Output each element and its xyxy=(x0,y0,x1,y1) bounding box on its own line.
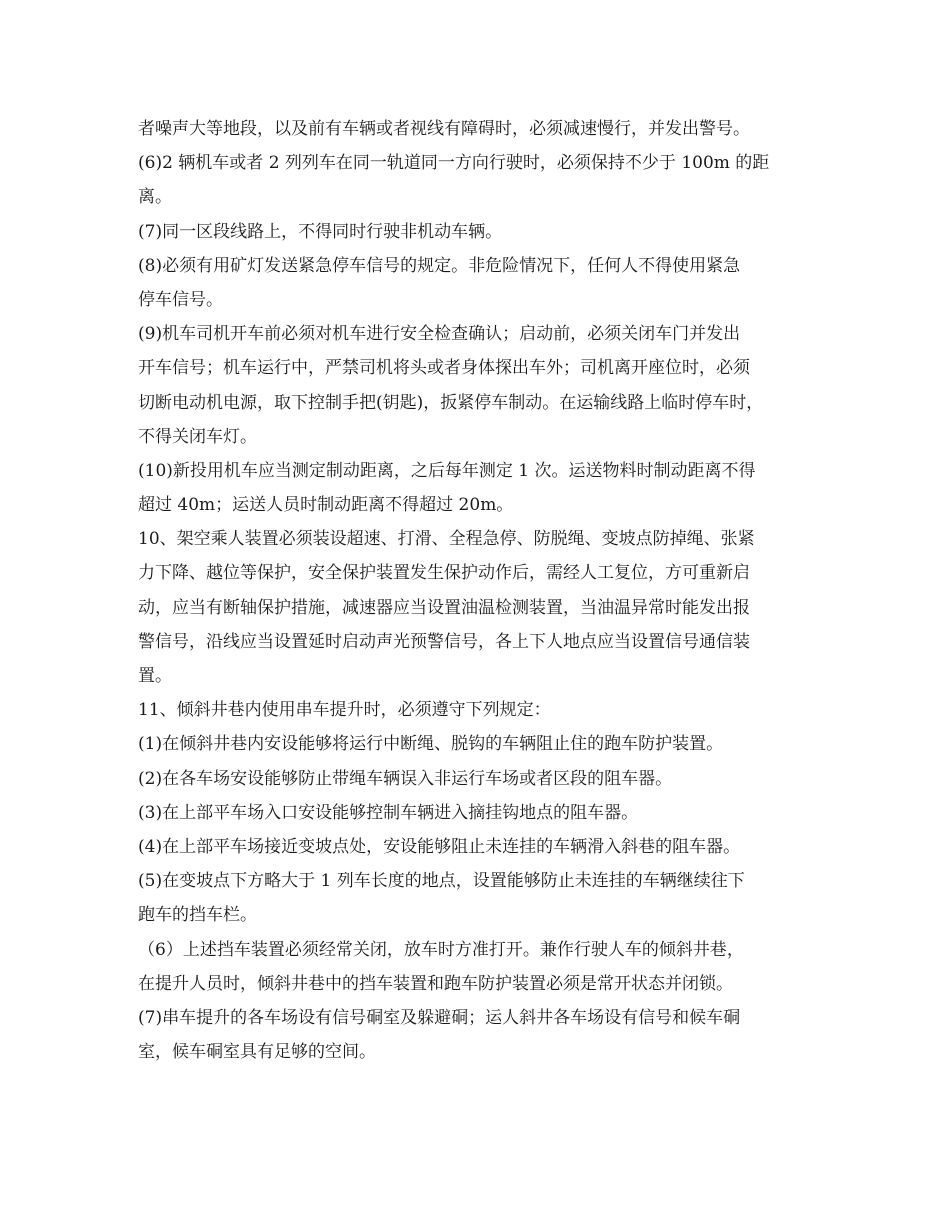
text-line: 动，应当有断轴保护措施，减速器应当设置油温检测装置，当油温异常时能发出报 xyxy=(138,597,750,618)
text-line: 离。 xyxy=(138,187,172,208)
text-line: 置。 xyxy=(138,666,172,686)
text-line: (7)同一区段线路上，不得同时行驶非机动车辆。 xyxy=(138,221,503,242)
text-line: (5)在变坡点下方略大于 1 列车长度的地点，设置能够防止未连挂的车辆继续往下 xyxy=(138,871,745,892)
text-line: 力下降、越位等保护，安全保护装置发生保护动作后，需经人工复位，方可重新启 xyxy=(138,563,750,584)
text-line: (2)在各车场安设能够防止带绳车辆误入非运行车场或者区段的阻车器。 xyxy=(138,768,673,789)
text-line: 者噪声大等地段，以及前有车辆或者视线有障碍时，必须减速慢行，并发出警号。 xyxy=(138,119,750,139)
text-line: 10、架空乘人装置必须装设超速、打滑、全程急停、防脱绳、变坡点防掉绳、张紧 xyxy=(138,529,755,550)
text-line: 警信号，沿线应当设置延时启动声光预警信号，各上下人地点应当设置信号通信装 xyxy=(138,631,750,652)
text-line: (7)串车提升的各车场设有信号硐室及躲避硐；运人斜井各车场设有信号和候车硐 xyxy=(138,1007,741,1028)
text-line: 开车信号；机车运行中，严禁司机将头或者身体探出车外；司机离开座位时，必须 xyxy=(138,358,750,379)
text-line: 室，候车硐室具有足够的空间。 xyxy=(138,1042,376,1063)
text-line: 在提升人员时，倾斜井巷中的挡车装置和跑车防护装置必须是常开状态并闭锁。 xyxy=(138,973,733,994)
text-line: (10)新投用机车应当测定制动距离，之后每年测定 1 次。运送物料时制动距离不得 xyxy=(138,460,756,481)
text-line: 停车信号。 xyxy=(138,289,223,310)
text-line: (8)必须有用矿灯发送紧急停车信号的规定。非危险情况下，任何人不得使用紧急 xyxy=(138,255,741,276)
text-line: 不得关闭车灯。 xyxy=(138,426,257,447)
text-line: 11、倾斜井巷内使用串车提升时，必须遵守下列规定： xyxy=(138,700,551,721)
text-line: 超过 40m；运送人员时制动距离不得超过 20m。 xyxy=(138,495,514,516)
text-line: 切断电动机电源，取下控制手把(钥匙)，扳紧停车制动。在运输线路上临时停车时， xyxy=(138,392,764,413)
text-line: (1)在倾斜井巷内安设能够将运行中断绳、脱钩的车辆阻止住的跑车防护装置。 xyxy=(138,734,724,755)
text-line: (3)在上部平车场入口安设能够控制车辆进入摘挂钩地点的阻车器。 xyxy=(138,802,639,823)
text-line: (4)在上部平车场接近变坡点处，安设能够阻止未连挂的车辆滑入斜巷的阻车器。 xyxy=(138,836,741,857)
text-line: (9)机车司机开车前必须对机车进行安全检查确认；启动前，必须关闭车门并发出 xyxy=(138,324,741,345)
text-line: 跑车的挡车栏。 xyxy=(138,905,257,926)
text-line: （6）上述挡车装置必须经常关闭，放车时方准打开。兼作行驶人车的倾斜井巷， xyxy=(138,939,744,960)
document-body xyxy=(138,112,838,1069)
text-line: (6)2 辆机车或者 2 列列车在同一轨道同一方向行驶时，必须保持不少于 100m 的距 xyxy=(138,153,770,174)
